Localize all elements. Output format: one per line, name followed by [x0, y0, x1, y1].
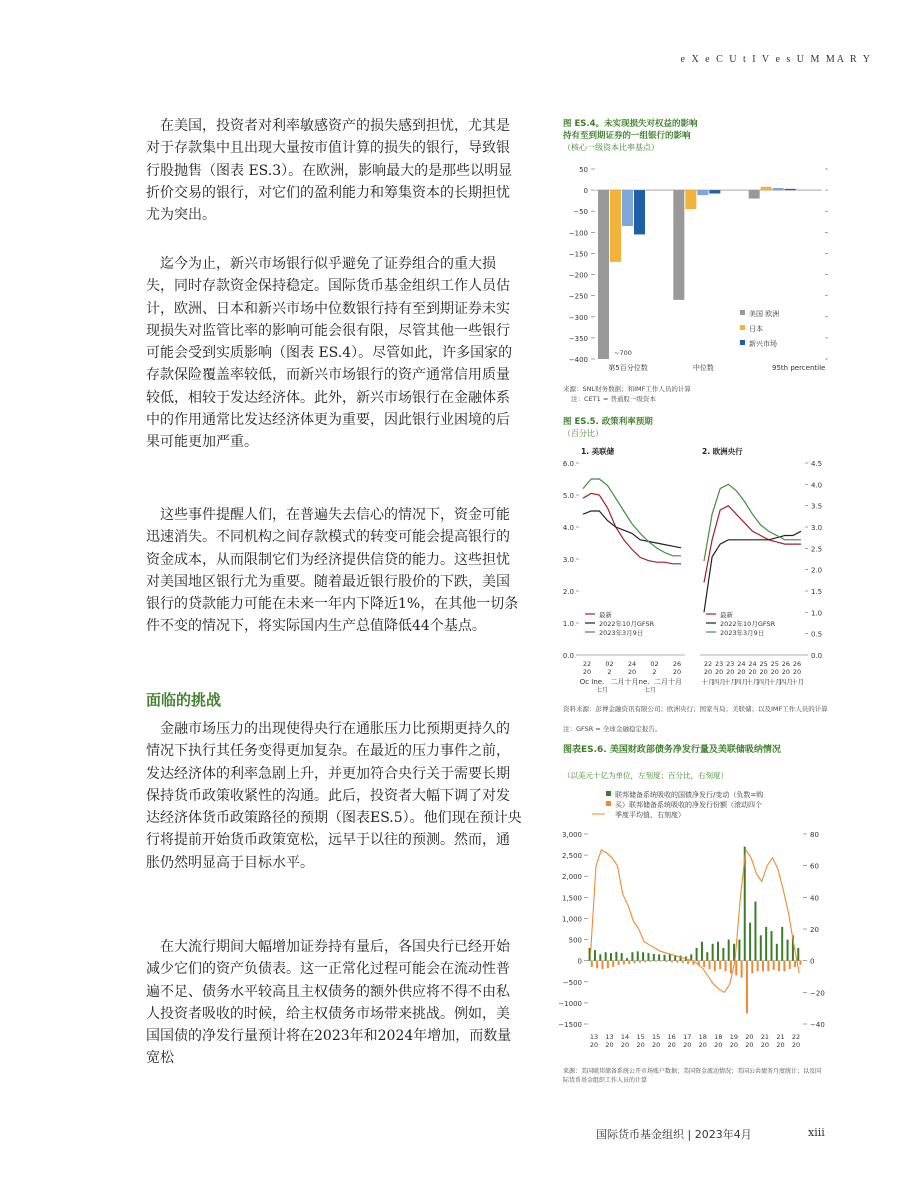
footer-org: 国际货币基金组织 | 2023年4月	[596, 1128, 752, 1141]
running-header: e X e C U t I V e s U M MA R Y	[680, 54, 872, 65]
fig6-bar-positive	[653, 954, 655, 961]
fig6-xtick-label: 18	[698, 1033, 707, 1041]
fig5-panel2-xtick-label: 23	[714, 660, 724, 668]
fig6-xtick-label-year: 20	[698, 1041, 707, 1049]
fig6-bar-negative	[660, 961, 662, 962]
fig4-ytick-label: −250	[568, 292, 588, 301]
fig6-xtick-label-year: 20	[729, 1041, 738, 1049]
fig4-subtitle: （核心一级资本比率基点）	[563, 143, 659, 152]
fig6-bar-positive	[637, 951, 639, 960]
fig6-bar-negative	[789, 961, 791, 969]
fig6-bar-positive	[781, 927, 783, 961]
fig5-panel1-legend-label: 2023年3月9日	[599, 629, 644, 637]
fig6-bar-positive	[605, 952, 607, 960]
fig6-bar-negative	[612, 961, 614, 967]
paragraph-4: 金融市场压力的出现使得央行在通胀压力比预期更持久的情况下执行其任务变得更加复杂。在最近的压力事件之前，发达经济体的利率急剧上升，并更加符合央行关于需要长期保持货币政策收紧性的沟通。此后，投资者大幅下调了对发达经济体货币政策路径的预期（图表ES.5）。他们现在预计央行将提前开始货币政策宽松，远早于以往的预测。然而，通胀仍然明显高于目标水平。	[146, 721, 522, 871]
fig5-panel1-title: 1. 美联储	[581, 447, 615, 456]
fig4-legend-swatch	[740, 325, 745, 330]
fig5-panel1-month-sublabel: 七月	[595, 687, 609, 694]
fig6-bar-positive	[642, 952, 644, 960]
fig5-panel2-legend-label: 2022年10月GFSR	[720, 620, 776, 628]
fig5-title: 图 ES.5. 政策利率预期	[563, 417, 653, 427]
fig5-panel2-ytick-label: 4.0	[811, 481, 823, 490]
fig5-panel2-ytick-label: 4.5	[811, 460, 823, 468]
fig6-bar-positive	[658, 954, 660, 960]
fig4-bar	[634, 190, 645, 234]
fig4-note: 注：CET1 = 普通股一级资本	[571, 395, 656, 403]
fig5-panel2-month-label: 四月	[712, 678, 726, 686]
fig6-bar-positive	[754, 902, 756, 961]
fig4-ytick-label: −400	[568, 356, 588, 364]
fig5-panel2-series-line	[704, 531, 801, 612]
fig6-bar-positive	[776, 944, 778, 961]
fig5-panel1-month-sublabel: 七月	[643, 687, 657, 694]
fig6-bar-positive	[696, 948, 698, 961]
fig6-bar-positive	[664, 955, 666, 961]
fig5-panel1-ytick-label: 2.0	[562, 588, 574, 596]
fig6-legend-swatch-orange	[606, 801, 611, 806]
fig6-xtick-label-year: 20	[589, 1041, 599, 1049]
fig4-bar	[685, 190, 696, 209]
fig5-panel1-month-label: 二月十月ne.	[610, 678, 650, 686]
fig6-chart	[555, 786, 840, 1064]
fig4-ytick-label: −150	[568, 250, 588, 259]
fig6-bar-negative	[799, 961, 801, 965]
paragraph-1: 在美国，投资者对利率敏感资产的损失感到担忧，尤其是对于存款集中且出现大量按市值计算的损失的银行，导致银行股抛售（图表 ES.3）。在欧洲，影响最大的是那些以明显折价交易的银行，对它们的盈利能力和筹集资本的长期担忧尤为突出。	[146, 118, 513, 224]
fig6-bar-positive	[701, 942, 703, 961]
fig6-xtick-label-year: 20	[636, 1041, 645, 1049]
fig4-ytick-label: 0	[583, 187, 588, 196]
fig4-bar	[622, 190, 633, 226]
fig6-xtick-label-year: 20	[776, 1041, 785, 1049]
fig6-bar-negative	[773, 961, 775, 970]
fig4-bar	[761, 187, 772, 190]
fig5-note: 注：GFSR = 全球金融稳定报告。	[563, 725, 662, 733]
fig6-ytick-right-label: 40	[810, 894, 819, 903]
fig4-ytick-label: −200	[568, 271, 588, 280]
fig6-legend-label: 季度平均值，右刻度）	[615, 811, 685, 819]
fig6-bar-positive	[631, 952, 633, 960]
fig5-panel2-xtick-label-year: 20	[703, 668, 713, 676]
fig4-ytick-label: 50	[579, 166, 588, 174]
fig6-source: 来源：美国联邦储备系统公开市场账户数据；美国资金流动情况；美国公共债务月度统计；以及国际货币基金组织工作人员的计算	[563, 1068, 822, 1084]
fig6-ytick-left-label: 2,000	[561, 873, 582, 882]
fig5-panel2-xtick-label: 22	[703, 660, 713, 668]
fig6-title: 图表ES.6. 美国财政部债务净发行量及美联储吸纳情况	[563, 745, 781, 755]
fig5-panel2-ytick-label: 1.5	[811, 588, 823, 596]
fig6-ytick-right-label: 20	[810, 926, 819, 934]
fig6-ytick-left-label: 1,500	[561, 894, 582, 903]
fig5-panel2-xtick-label-year: 20	[737, 668, 746, 676]
fig6-legend-label: 买）联邦储备系统吸收的净发行份额（滚动四个	[615, 801, 762, 809]
fig5-panel1-xtick-label-year: 2	[652, 668, 657, 676]
paragraph-5: 在大流行期间大幅增加证券持有量后，各国央行已经开始减少它们的资产负债表。这一正常化过程可能会在流动性普遍不足、债务水平较高且主权债务的额外供应将不得不由私人投资者吸收的时候，给主权债务市场带来挑战。例如，美国国债的净发行量预计将在2023年和2024年增加，而数量宽松	[146, 939, 512, 1067]
fig6-ytick-right-label: −40	[810, 1021, 825, 1029]
fig5-panel2-xtick-label-year: 20	[759, 668, 768, 676]
fig6-bar-negative	[671, 961, 673, 963]
fig6-xtick-label-year: 20	[620, 1041, 630, 1049]
fig6-bar-positive	[738, 940, 740, 961]
fig5-panel2-month-label: 十月	[791, 678, 805, 686]
fig6-ytick-left-label: 1,000	[561, 915, 582, 924]
section-heading: 面临的挑战	[146, 691, 222, 709]
fig6-bar-negative	[682, 961, 684, 964]
fig6-ytick-left-label: 3,000	[561, 831, 582, 839]
fig6-bar-negative	[666, 961, 668, 962]
fig6-xtick-label-year: 20	[605, 1041, 614, 1049]
fig5-panel1-ytick-label: 4.0	[562, 524, 574, 532]
fig5-panel2-ytick-label: 0.0	[811, 652, 823, 660]
fig6-bar-negative	[762, 961, 764, 972]
fig4-ytick-label: −100	[568, 229, 588, 238]
fig5-panel2-legend-label: 最新	[720, 611, 733, 619]
fig6-bar-negative	[794, 961, 796, 967]
fig6-xtick-label: 13	[605, 1033, 614, 1041]
fig6-bar-positive	[615, 952, 617, 961]
fig6-bar-negative	[687, 961, 689, 964]
fig6-bar-negative	[725, 961, 727, 972]
fig5-panel2-month-label: 十月	[701, 678, 715, 686]
fig5-panel2-ytick-label: 1.0	[811, 609, 823, 618]
fig6-bar-positive	[712, 944, 714, 961]
fig6-xtick-label-year: 20	[652, 1041, 661, 1049]
fig6-bar-positive	[717, 942, 719, 961]
fig6-bar-negative	[644, 961, 646, 963]
fig6-xtick-label: 13	[589, 1033, 599, 1041]
fig5-panel2-ytick-label: 3.0	[811, 524, 823, 532]
fig6-bar-negative	[783, 961, 785, 972]
page-number: xiii	[808, 1126, 825, 1139]
fig5-panel2-ytick-label: 0.5	[811, 630, 823, 639]
fig5-panel1-xtick-label-year: 2	[607, 668, 612, 676]
fig6-xtick-label: 15	[652, 1033, 661, 1041]
fig6-legend-label: 联邦储备系统吸收的国债净发行/变动（负数=购	[615, 791, 764, 799]
fig6-bar-negative	[634, 961, 636, 964]
fig5-panel2-xtick-label: 25	[770, 660, 779, 668]
fig5-panel2-ytick-label: 3.5	[811, 502, 823, 511]
fig6-ytick-right-label: 0	[810, 957, 815, 966]
fig5-panel2-xtick-label: 25	[759, 660, 768, 668]
fig6-ytick-right-label: −20	[810, 989, 825, 998]
fig5-panel2-month-label: 四月	[779, 678, 793, 686]
fig6-bar-negative	[602, 961, 604, 969]
fig6-xtick-label-year: 20	[745, 1041, 754, 1049]
fig6-bar-negative	[778, 961, 780, 972]
fig5-panel1-xtick-label: 26	[672, 660, 682, 668]
fig6-bar-negative	[719, 961, 721, 969]
fig5-panel1-xtick-label: 02	[605, 660, 614, 668]
fig5-panel1-xtick-label: 22	[582, 660, 592, 668]
fig6-bar-negative	[767, 961, 769, 972]
fig5-panel2-month-label: 十月	[723, 678, 737, 686]
fig6-bar-negative	[676, 961, 678, 963]
fig6-legend-swatch-green	[606, 791, 611, 796]
fig5-panel1-xtick-label-year: 20	[672, 668, 682, 676]
fig6-ytick-left-label: −1500	[558, 1021, 582, 1029]
fig5-panel1-xtick-label: 02	[650, 660, 659, 668]
fig5-panel1-ytick-label: 1.0	[562, 620, 574, 628]
fig6-bar-positive	[669, 954, 671, 961]
fig4-annotation: ~700	[614, 349, 632, 357]
fig4-chart	[560, 155, 835, 380]
fig4-ytick-label: −50	[573, 208, 588, 217]
fig6-bar-negative	[591, 961, 593, 967]
fig5-panel1-xtick-label: 24	[627, 660, 637, 668]
fig5-panel2-xtick-label: 24	[748, 660, 757, 668]
fig5-panel2-xtick-label-year: 20	[781, 668, 791, 676]
fig6-bar-negative	[741, 961, 743, 978]
fig5-panel2-ytick-label: 2.5	[811, 545, 823, 554]
fig6-xtick-label-year: 20	[667, 1041, 676, 1049]
fig6-bar-negative	[730, 961, 732, 974]
fig5-panel1-ytick-label: 6.0	[562, 460, 574, 468]
fig6-xtick-label: 14	[620, 1033, 630, 1041]
fig4-bar	[773, 188, 784, 190]
fig6-bar-positive	[594, 950, 596, 961]
fig6-bar-positive	[621, 953, 623, 961]
fig6-ytick-left-label: 0	[577, 957, 582, 966]
fig5-chart	[560, 443, 835, 698]
fig5-panel2-month-label: 十月	[746, 678, 760, 686]
fig5-panel2-xtick-label: 24	[737, 660, 746, 668]
fig6-bar-positive	[680, 956, 682, 961]
fig6-bar-negative	[628, 961, 630, 964]
fig6-bar-negative	[751, 961, 753, 974]
fig6-bar-negative	[735, 961, 737, 976]
fig6-bar-positive	[771, 931, 773, 961]
fig4-xtick-label: 第5百分位数	[608, 364, 648, 372]
fig6-xtick-label: 16	[667, 1033, 676, 1041]
fig6-xtick-label-year: 20	[714, 1041, 723, 1049]
fig6-ytick-left-label: −500	[562, 978, 582, 987]
fig6-xtick-label-year: 20	[791, 1041, 801, 1049]
fig6-ytick-right-label: 60	[810, 862, 819, 871]
fig6-subtitle: （以美元十亿为单位，左刻度；百分比，右刻度）	[563, 771, 728, 780]
fig6-bar-negative	[757, 961, 759, 972]
fig5-subtitle: （百分比）	[563, 429, 603, 438]
fig5-panel2-title: 2. 欧洲央行	[702, 447, 743, 456]
fig4-ytick-label: −350	[568, 334, 588, 343]
fig6-bar-negative	[596, 961, 598, 969]
fig6-bar-positive	[610, 953, 612, 961]
fig6-xtick-label: 15	[636, 1033, 645, 1041]
fig4-legend-label: 日本	[749, 325, 763, 333]
fig6-bar-negative	[714, 961, 716, 972]
fig4-source: 来源：SNL财务数据；和IMF工作人员的计算	[563, 385, 691, 393]
fig6-xtick-label: 17	[683, 1033, 692, 1041]
fig6-bar-positive	[647, 953, 649, 961]
fig4-legend-swatch	[740, 340, 745, 345]
fig4-bar	[749, 190, 760, 198]
fig6-bar-negative	[655, 961, 657, 962]
fig5-panel2-month-label: 四月	[735, 678, 749, 686]
paragraph-3: 这些事件提醒人们，在普遍失去信心的情况下，资金可能迅速消失。不同机构之间存款模式的转变可能会提高银行的资金成本，从而限制它们为经济提供信贷的能力。这些担忧对美国地区银行尤为重要。随着最近银行股价的下跌，美国银行的贷款能力可能在未来一年内下降近1%，在其他一切条件不变的情况下，将实际国内生产总值降低44个基点。	[146, 507, 519, 635]
fig6-ytick-left-label: 500	[568, 936, 582, 945]
fig6-bar-negative	[618, 961, 620, 965]
fig5-panel2-month-label: 四月	[757, 678, 771, 686]
fig4-ytick-label: −300	[568, 313, 588, 322]
fig6-xtick-label: 21	[760, 1033, 770, 1041]
fig6-bar-positive	[706, 952, 708, 960]
fig6-xtick-label: 22	[791, 1033, 801, 1041]
fig6-xtick-label: 20	[745, 1033, 754, 1041]
fig6-bar-negative	[639, 961, 641, 963]
fig5-panel2-series-line	[704, 506, 801, 583]
fig4-bar	[697, 190, 708, 195]
fig6-xtick-label: 21	[776, 1033, 785, 1041]
fig6-bar-negative	[703, 961, 705, 967]
fig4-bar	[785, 189, 796, 190]
fig6-bar-negative	[746, 961, 748, 1014]
fig4-legend-label: 新兴市场	[749, 340, 777, 348]
fig5-panel2-xtick-label-year: 20	[748, 668, 757, 676]
fig6-bar-negative	[709, 961, 711, 969]
fig5-panel2-xtick-label: 26	[792, 660, 802, 668]
fig5-source: 资料来源：彭博金融资讯有限公司；欧洲央行；国家当局；美联储；以及IMF工作人员的计算	[563, 705, 828, 713]
fig5-panel2-xtick-label-year: 20	[792, 668, 802, 676]
fig6-ytick-left-label: −1000	[558, 999, 582, 1008]
fig5-panel2-month-label: 十月	[768, 678, 782, 686]
fig6-bar-positive	[749, 923, 751, 961]
fig4-xtick-label: 中位数	[692, 364, 714, 372]
fig4-legend-label: 美国 欧洲	[749, 310, 780, 318]
fig6-bar-negative	[650, 961, 652, 962]
fig5-panel2-series-line	[704, 484, 801, 561]
fig4-bar	[673, 190, 684, 300]
fig6-bar-positive	[728, 940, 730, 961]
fig4-bar	[610, 190, 621, 262]
fig5-panel2-xtick-label-year: 20	[770, 668, 779, 676]
fig5-panel1-ytick-label: 0.0	[562, 652, 574, 660]
fig6-ytick-right-label: 80	[810, 831, 819, 839]
fig5-panel2-legend-label: 2023年3月9日	[720, 629, 765, 637]
fig5-panel1-ytick-label: 5.0	[562, 492, 574, 500]
fig5-panel1-month-label: Oc Ine.	[579, 678, 605, 686]
fig4-xtick-label: 95th percentile	[772, 364, 826, 372]
paragraph-2: 迄今为止，新兴市场银行似乎避免了证券组合的重大损失，同时存款资金保持稳定。国际货币基金组织工作人员估计，欧洲、日本和新兴市场中位数银行持有至到期证券未实现损失对监管比率的影响可能会很有限，尽管其他一些银行可能会受到实质影响（图表 ES.4）。尽管如此，许多国家的存款保险覆盖率较低，而新兴市场银行的资产通常信用质量较低，相较于发达经济体。此外，新兴市场银行在金融体系中的作用通常比发达经济体更为重要，因此银行业困境的后果可能更加严重。	[146, 256, 513, 451]
fig6-bar-positive	[760, 935, 762, 960]
fig6-bar-positive	[797, 948, 799, 961]
fig6-xtick-label-year: 20	[760, 1041, 770, 1049]
fig6-xtick-label: 19	[729, 1033, 738, 1041]
fig5-panel2-xtick-label: 23	[726, 660, 735, 668]
fig5-panel1-legend-label: 最新	[599, 611, 612, 619]
fig6-bar-positive	[722, 948, 724, 961]
fig5-panel2-xtick-label-year: 20	[714, 668, 724, 676]
fig4-title-1: 图 ES.4。未实现损失对权益的影响	[563, 119, 698, 129]
fig6-bar-positive	[765, 927, 767, 961]
fig5-panel2-xtick-label: 26	[781, 660, 791, 668]
fig4-title-2: 持有至到期证券的一组银行的影响	[563, 131, 691, 141]
fig5-panel1-month-label: 二月十月	[654, 678, 682, 686]
fig6-bar-positive	[787, 940, 789, 961]
fig6-bar-positive	[626, 958, 628, 961]
fig5-panel1-series-line	[583, 479, 681, 556]
fig4-bar	[709, 190, 720, 193]
fig4-legend-swatch	[740, 310, 745, 315]
fig6-xtick-label-year: 20	[683, 1041, 692, 1049]
fig6-bar-positive	[599, 954, 601, 960]
fig5-panel2-xtick-label-year: 20	[726, 668, 735, 676]
fig5-panel1-legend-label: 2022年10月GFSR	[599, 620, 655, 628]
fig6-ytick-left-label: 2,500	[561, 852, 582, 861]
fig5-panel1-series-line	[583, 511, 681, 548]
fig6-bar-negative	[623, 961, 625, 965]
fig5-panel1-ytick-label: 3.0	[562, 556, 574, 564]
fig6-xtick-label: 18	[714, 1033, 723, 1041]
fig5-panel2-ytick-label: 2.0	[811, 566, 823, 575]
fig4-bar	[598, 190, 609, 359]
fig5-panel1-xtick-label-year: 20	[582, 668, 592, 676]
fig5-panel1-xtick-label-year: 20	[627, 668, 637, 676]
fig6-bar-negative	[607, 961, 609, 969]
